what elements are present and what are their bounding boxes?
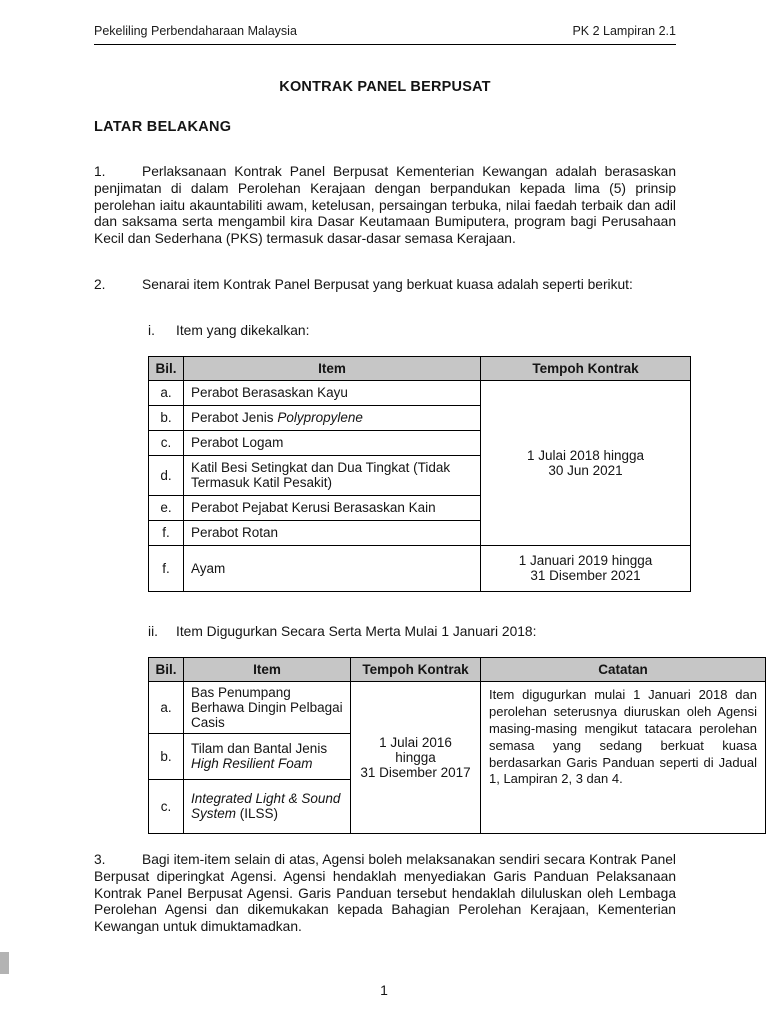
table-dropped-tempoh-line2: 31 Disember 2017 [360, 764, 471, 780]
table-dropped-row-b-item-italic: High Resilient Foam [191, 756, 313, 772]
list-item-i-text: Item yang dikekalkan: [176, 322, 310, 338]
paragraph-3-text: Bagi item-item selain di atas, Agensi boleh melaksanakan sendiri secara Kontrak Panel Berpusat diperingkat Agensi. Agensi hendaklah menyediakan Garis Panduan Pelaksanaan Kontrak Panel Berpusat Agensi. Garis Panduan tersebut hendaklah diluluskan oleh Lembaga Perolehan Agensi dan dikemukakan kepada Bahagian Perolehan Kerajaan, Kementerian Kewangan untuk dimuktamadkan. [94, 851, 676, 935]
table-kept-row-b-item-prefix: Perabot Jenis [191, 410, 278, 426]
header-left-text: Pekeliling Perbendaharaan Malaysia [94, 24, 297, 38]
table-kept-row-e-bil: e. [149, 495, 184, 520]
table-dropped-row-b-item [184, 733, 351, 779]
table-row [149, 380, 691, 405]
list-item-ii [148, 624, 676, 639]
table-dropped-row-b-bil: b. [149, 733, 184, 779]
table-kept-row-a-bil: a. [149, 380, 184, 405]
table-dropped-row-c-bil: c. [149, 779, 184, 833]
paragraph-1-text: Perlaksanaan Kontrak Panel Berpusat Kementerian Kewangan adalah berasaskan penjimatan di dalam Perolehan Kerajaan dengan berpandukan kepada lima (5) prinsip perolehan iaitu akauntabiliti awam, ketelusan, persaingan terbuka, nilai faedah terbaik dan adil dan saksama serta mengambil kira Dasar Keutamaan Bumiputera, program bagi Perusahaan Kecil dan Sederhana (PKS) termasuk dasar-dasar semasa Kerajaan. [94, 164, 676, 247]
header-right-text: PK 2 Lampiran 2.1 [572, 24, 676, 38]
page-header [94, 24, 676, 38]
table-kept-row-f-item: Perabot Rotan [184, 520, 481, 545]
table-kept-row-c-item: Perabot Logam [184, 430, 481, 455]
table-dropped-catatan-cell: Item digugurkan mulai 1 Januari 2018 dan perolehan seterusnya diuruskan oleh Agensi masing-masing mengikut tatacara perolehan semasa yang sedang berkuat kuasa berdasarkan Garis Panduan seperti di Jadual 1, Lampiran 2, 3 dan 4. [481, 681, 766, 833]
list-item-i-number: i. [148, 322, 155, 338]
table-dropped-row-c-item-italic: Integrated Light & Sound System [191, 791, 341, 822]
table-kept-row-f-bil: f. [149, 520, 184, 545]
table-kept-row-ayam-tempoh [481, 545, 691, 591]
table-items-kept [148, 356, 691, 592]
paragraph-1-number: 1. [94, 164, 106, 179]
table-kept-header-item: Item [184, 356, 481, 380]
table-kept-header-bil: Bil. [149, 356, 184, 380]
paragraph-3 [94, 852, 676, 936]
page-number: 1 [380, 982, 388, 998]
table-kept-header-tempoh: Tempoh Kontrak [481, 356, 691, 380]
header-divider [94, 44, 676, 45]
section-heading: LATAR BELAKANG [94, 119, 232, 135]
table-kept-row-c-bil: c. [149, 430, 184, 455]
paragraph-2-text: Senarai item Kontrak Panel Berpusat yang berkuat kuasa adalah seperti berikut: [142, 277, 633, 293]
table-items-dropped [148, 657, 766, 834]
table-kept-row-ayam-bil: f. [149, 545, 184, 591]
paragraph-3-number: 3. [94, 851, 106, 867]
table-dropped-row-c-item [184, 779, 351, 833]
table-dropped-tempoh-merged-cell [351, 681, 481, 833]
table-kept-row-b-item-italic: Polypropylene [277, 410, 363, 426]
table-kept-header-row [149, 356, 691, 380]
document-title: KONTRAK PANEL BERPUSAT [279, 79, 491, 95]
scan-artifact [0, 952, 9, 974]
table-dropped-header-item: Item [184, 657, 351, 681]
table-kept-tempoh-line2: 30 Jun 2021 [548, 462, 623, 478]
table-dropped-row-c-item-suffix: (ILSS) [239, 806, 279, 822]
list-item-ii-text: Item Digugurkan Secara Serta Merta Mulai 1 Januari 2018: [176, 623, 537, 639]
table-kept-ayam-tempoh-line2: 31 Disember 2021 [530, 568, 641, 584]
table-dropped-header-catatan: Catatan [481, 657, 766, 681]
table-kept-row-d-item: Katil Besi Setingkat dan Dua Tingkat (Tidak Termasuk Katil Pesakit) [184, 455, 481, 495]
table-row [149, 681, 766, 733]
table-dropped-header-tempoh: Tempoh Kontrak [351, 657, 481, 681]
table-kept-row-ayam-item: Ayam [184, 545, 481, 591]
table-kept-row-b-item [184, 405, 481, 430]
list-item-ii-number: ii. [148, 623, 158, 639]
table-dropped-row-a-item: Bas Penumpang Berhawa Dingin Pelbagai Casis [184, 681, 351, 733]
table-kept-tempoh-merged-cell [481, 380, 691, 545]
table-dropped-header-row [149, 657, 766, 681]
table-kept-tempoh-line1: 1 Julai 2018 hingga [526, 447, 645, 463]
table-kept-ayam-tempoh-line1: 1 Januari 2019 hingga [518, 553, 653, 569]
paragraph-2-number: 2. [94, 277, 106, 293]
table-dropped-row-b-item-prefix: Tilam dan Bantal Jenis [191, 741, 328, 757]
table-row [149, 545, 691, 591]
table-kept-row-e-item: Perabot Pejabat Kerusi Berasaskan Kain [184, 495, 481, 520]
table-kept-row-d-bil: d. [149, 455, 184, 495]
list-item-i [148, 323, 676, 338]
paragraph-2 [94, 277, 676, 294]
table-kept-row-a-item: Perabot Berasaskan Kayu [184, 380, 481, 405]
table-dropped-header-bil: Bil. [149, 657, 184, 681]
table-kept-row-b-bil: b. [149, 405, 184, 430]
paragraph-1 [94, 164, 676, 248]
table-dropped-tempoh-line1: 1 Julai 2016 hingga [379, 734, 452, 765]
table-dropped-row-a-bil: a. [149, 681, 184, 733]
